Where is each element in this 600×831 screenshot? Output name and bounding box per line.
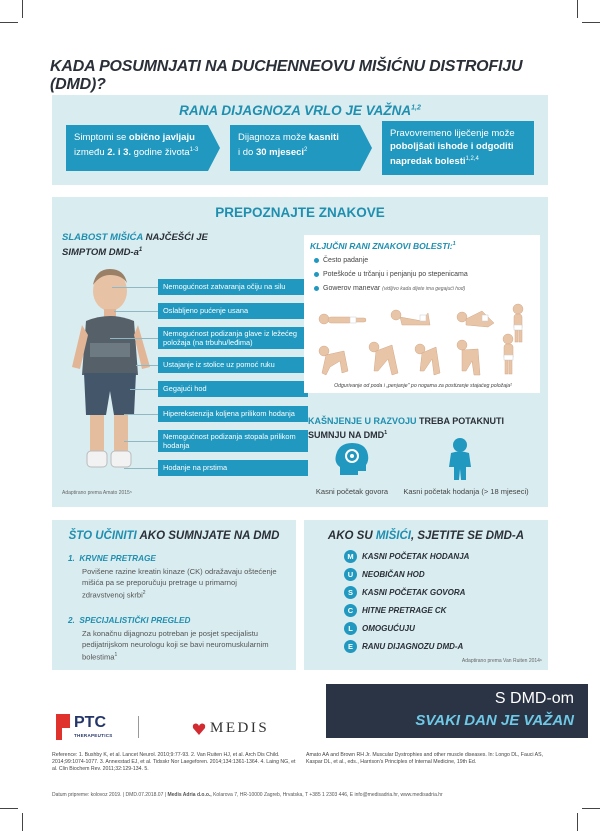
heart-icon [192, 722, 206, 736]
crop-mark [22, 0, 23, 18]
symptom-item: Oslabljeno pućenje usana [158, 303, 308, 319]
mnemonic-letter: U [344, 568, 357, 581]
key-signs-title: KLJUČNI RANI ZNAKOVI BOLESTI:$^1$ [310, 241, 456, 251]
crop-mark [0, 22, 18, 23]
connector-line [136, 365, 158, 366]
adapted-note: Adaptirano prema Van Ruiten 2014⁶ [461, 658, 542, 664]
references-left: Reference: 1. Bushby K, et al. Lancet Neurol. 2010;9:77-93. 2. Van Ruiten HJ, et al. Arch Dis Child. 2014;99:1074-1077. 3. Annexstad EJ, et al. Tidsskr Nor Laegeforen. 2014;134:1361-1364. 4. Laing NG, et al. Clin Biochem Rev. 2011;32:129-134. 5. [52, 752, 296, 772]
slogan-banner [326, 684, 588, 738]
what-to-do-title: ŠTO UČINITI AKO SUMNJATE NA DMD [68, 530, 280, 542]
mnemonic-letter: S [344, 586, 357, 599]
developmental-delay-title: KAŠNJENJE U RAZVOJU TREBA POTAKNUTI SUMNJU NA DMD$^1$ [308, 416, 505, 440]
muscles-mnemonic-panel [304, 520, 548, 670]
mnemonic-item: RANU DIJAGNOZU DMD-A [362, 642, 464, 651]
connector-line [114, 311, 158, 312]
early-box-treatment: Pravovremeno liječenje može poboljšati ishode i odgoditi napredak bolesti$^{1,2,4}$ [382, 121, 534, 175]
connector-line [124, 441, 158, 442]
mnemonic-letter: L [344, 622, 357, 635]
bullet-icon [314, 258, 319, 263]
symptom-item: Nemogućnost podizanja stopala prilikom hodanja [158, 430, 308, 452]
connector-line [130, 389, 158, 390]
crop-mark [577, 0, 578, 18]
recognize-signs-panel [52, 197, 548, 507]
references-right: Amato AA and Brown RH Jr. Muscular Dystrophies and other muscle diseases. In: Longo DL, Fauci AS, Kaspar DL, et al., eds., Harrison's Principles of Internal Medicine, 19th Ed. [306, 752, 544, 765]
symptom-item: Ustajanje iz stolice uz pomoć ruku [158, 357, 308, 373]
crop-mark [582, 22, 600, 23]
mnemonic-item: HITNE PRETRAGE CK [362, 606, 447, 615]
key-sign-item: Gowerov manevar (vidljivo kada dijete ima gegajući hod) [314, 285, 465, 292]
early-box-symptoms: Simptomi se obično javljaju između 2. i 3. godine života$^{1-3}$ [66, 125, 208, 171]
adapted-note: Adaptirano prema Amato 2015⁵ [62, 490, 132, 496]
step-heading: 2. SPECIJALISTIČKI PREGLED [68, 616, 191, 625]
delay-speech-label: Kasni početak govora [315, 487, 389, 496]
muscle-weakness-title: SLABOST MIŠIĆA NAJČEŠĆI JE SIMPTOM DMD-$a^1$ [62, 232, 208, 259]
mnemonic-letter: C [344, 604, 357, 617]
early-box-delay: Dijagnoza može kasniti i do 30 mjeseci$^2$ [230, 125, 360, 171]
bullet-icon [314, 272, 319, 277]
connector-line [124, 414, 158, 415]
logo-divider [138, 716, 139, 738]
symptom-item: Nemogućnost zatvaranja očiju na silu [158, 279, 308, 295]
crop-mark [0, 808, 18, 809]
footer: Datum pripreme: kolovoz 2019. | DMD.07.2018.07 | Medis Adria d.o.o., Kolarova 7, HR-10000 Zagreb, Hrvatska, T +385 1 2303 446, E info@medisadria.hr, www.medisadria.hr [52, 792, 443, 798]
banner-line-1: S DMD-om [494, 690, 574, 707]
signs-title: PREPOZNAJTE ZNAKOVE [215, 205, 385, 220]
child-illustration [64, 263, 160, 477]
symptom-item: Hodanje na prstima [158, 460, 308, 476]
medis-logo: MEDIS [192, 720, 302, 740]
ptc-logo: PTC THERAPEUTICS [54, 712, 124, 742]
mnemonic-letter: E [344, 640, 357, 653]
head-gear-icon [332, 441, 372, 479]
ptc-mark-icon [54, 712, 72, 742]
toddler-icon [446, 437, 474, 481]
page-title: KADA POSUMNJATI NA DUCHENNEOVU MIŠIĆNU DISTROFIJU (DMD)? [50, 58, 523, 93]
symptom-item: Hiperekstenzija koljena prilikom hodanja [158, 406, 308, 422]
symptom-item: Gegajući hod [158, 381, 308, 397]
step-heading: 1. KRVNE PRETRAGE [68, 554, 156, 563]
step-body: Za konačnu dijagnozu potreban je posjet specijalistu pedijatrijskom neurologu koji se bavi neuromuskularnim bolestima$^1$ [82, 629, 269, 662]
crop-mark [582, 808, 600, 809]
key-sign-item: Poteškoće u trčanju i penjanju po stepenicama [314, 271, 468, 278]
chevron-right-icon [208, 125, 220, 171]
chevron-right-icon [360, 125, 372, 171]
connector-line [110, 338, 158, 339]
gowers-maneuver-illustration [312, 301, 534, 381]
muscles-title: AKO SU MIŠIĆI, SJETITE SE DMD-A [327, 530, 525, 542]
banner-line-2: SVAKI DAN JE VAŽAN [415, 712, 574, 729]
mnemonic-item: OMOGUĆUJU [362, 624, 415, 633]
connector-line [112, 287, 158, 288]
early-diagnosis-title: RANA DIJAGNOZA VRLO JE VAŽNA$^{1,2}$ [179, 103, 421, 118]
connector-line [124, 468, 158, 469]
crop-mark [22, 813, 23, 831]
mnemonic-item: KASNI POČETAK HODANJA [362, 552, 470, 561]
mnemonic-item: KASNI POČETAK GOVORA [362, 588, 466, 597]
step-body: Povišene razine kreatin kinaze (CK) odražavaju oštećenje mišića pa se preporučuju pretrage u primarnoj zdravstvenoj skrbi$^2$ [82, 567, 277, 600]
what-to-do-panel [52, 520, 296, 670]
mnemonic-letter: M [344, 550, 357, 563]
mnemonic-item: NEOBIČAN HOD [362, 570, 425, 579]
key-signs-box [304, 235, 540, 393]
delay-walking-label: Kasni početak hodanja (> 18 mjeseci) [403, 487, 529, 496]
early-diagnosis-panel [52, 95, 548, 185]
bullet-icon [314, 286, 319, 291]
gowers-caption: Odgurivanje od poda i „penjanje" po nogama za postizanje stajaćeg položaja² [334, 383, 512, 389]
key-sign-item: Često padanje [314, 257, 368, 264]
crop-mark [577, 813, 578, 831]
symptom-item: Nemogućnost podizanja glave iz ležećeg položaja (na trbuhu/leđima) [158, 327, 308, 349]
